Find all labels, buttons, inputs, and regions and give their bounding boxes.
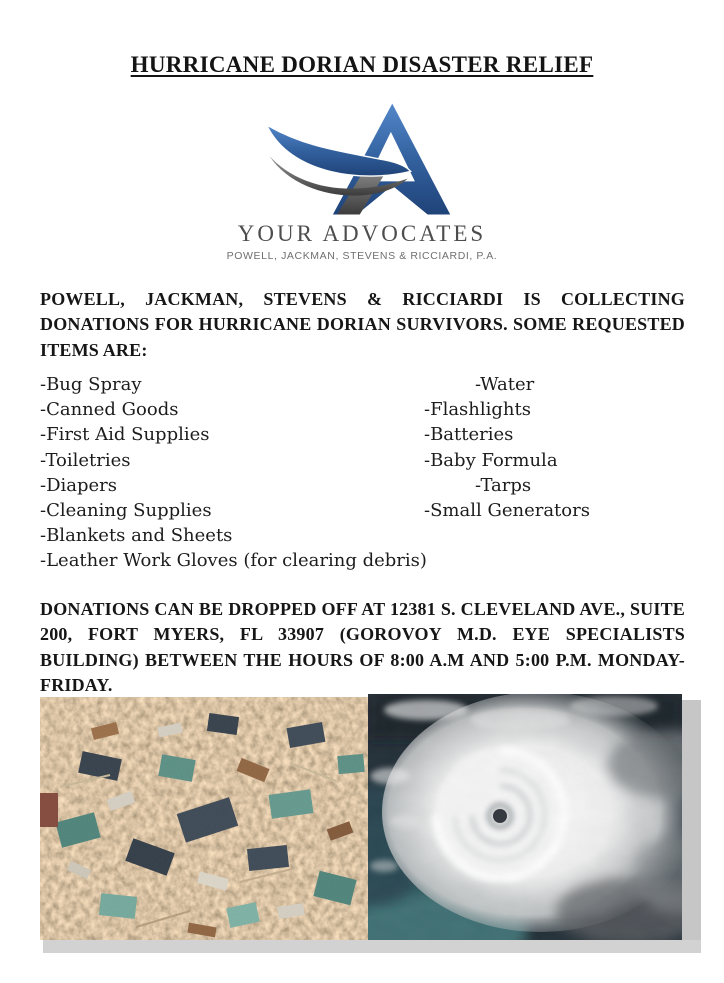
list-item: -Tarps (475, 474, 532, 496)
photo-gray-strip-right (682, 700, 701, 947)
debris-photo (40, 697, 368, 940)
photo-block (40, 694, 701, 953)
list-item: -Diapers (40, 474, 118, 496)
donation-items-left-column (40, 372, 427, 574)
list-item: -Small Generators (424, 500, 590, 522)
list-item: -Cleaning Supplies (40, 500, 212, 522)
flyer-title: HURRICANE DORIAN DISASTER RELIEF (130, 52, 594, 77)
logo-tagline: POWELL, JACKMAN, STEVENS & RICCIARDI, P.A. (226, 250, 498, 262)
photo-gray-strip-bottom (43, 940, 701, 953)
list-item: -First Aid Supplies (40, 424, 210, 446)
donation-items-right-column (424, 372, 590, 523)
intro-paragraph: POWELL, JACKMAN, STEVENS & RICCIARDI IS COLLECTING DONATIONS FOR HURRICANE DORIAN SURVIVORS. SOME REQUESTED ITEMS ARE: (40, 289, 685, 360)
list-item: -Blankets and Sheets (40, 525, 233, 547)
hurricane-satellite-photo (368, 694, 682, 940)
your-advocates-logo-icon (258, 97, 470, 219)
list-item: -Water (475, 374, 535, 395)
list-item: -Flashlights (424, 399, 531, 421)
list-item: -Canned Goods (40, 399, 179, 421)
logo-org-name: YOUR ADVOCATES (237, 221, 487, 246)
list-item: -Batteries (424, 424, 514, 446)
list-item: -Leather Work Gloves (for clearing debris) (40, 550, 427, 572)
dropoff-paragraph: DONATIONS CAN BE DROPPED OFF AT 12381 S. CLEVELAND AVE., SUITE 200, FORT MYERS, FL 33907 (GOROVOY M.D. EYE SPECIALISTS BUILDING) BETWEEN THE HOURS OF 8:00 A.M AND 5:00 P.M. MONDAY-FRIDAY. (40, 599, 685, 696)
list-item: -Bug Spray (40, 374, 142, 395)
list-item: -Toiletries (40, 449, 131, 471)
list-item: -Baby Formula (424, 449, 558, 471)
